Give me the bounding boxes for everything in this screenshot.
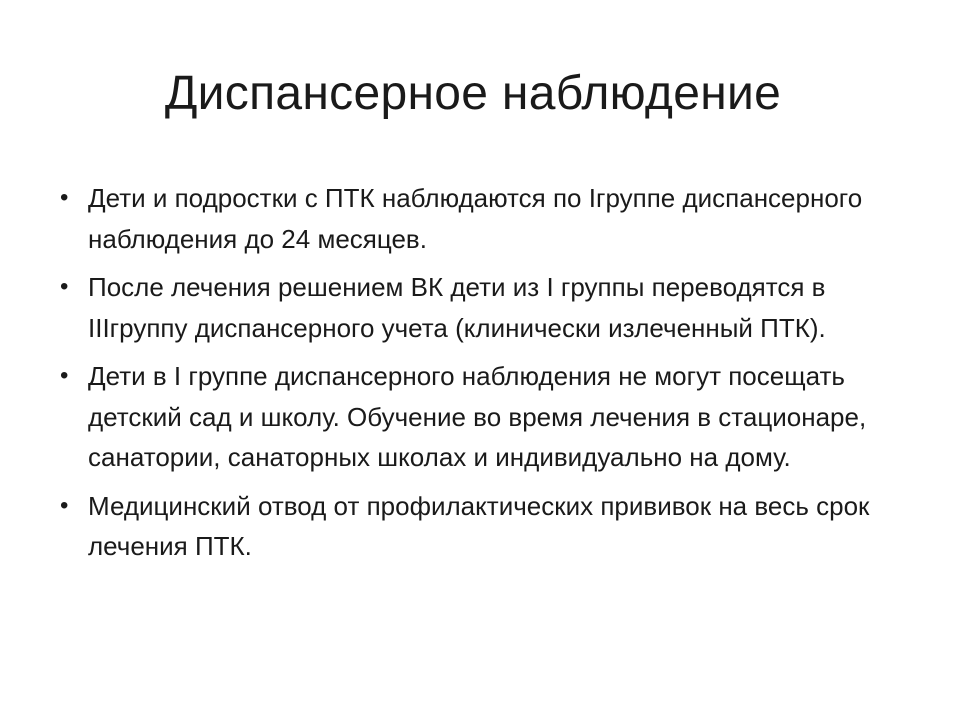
bullet-icon: • <box>60 491 69 519</box>
bullet-item <box>58 178 908 259</box>
bullet-item <box>58 486 908 567</box>
bullet-item <box>58 267 908 348</box>
bullet-text: Медицинский отвод от профилактических прививок на весь срок лечения ПТК. <box>88 490 870 561</box>
bullet-icon: • <box>60 184 69 211</box>
bullet-text: Дети в I группе диспансерного наблюдения не могут посещать детский сад и школу. Обучение во время лечения в стационаре, санатории, санаторных школах и индивидуально на дому. <box>88 361 867 472</box>
slide-title: Диспансерное наблюдение <box>164 67 782 120</box>
bullet-icon: • <box>60 362 69 389</box>
bullet-icon: • <box>60 273 69 300</box>
bullet-list <box>58 178 908 575</box>
bullet-text: Дети и подростки с ПТК наблюдаются по Iгруппе диспансерного наблюдения до 24 месяцев. <box>88 183 863 254</box>
bullet-text: После лечения решением ВК дети из I группы переводятся в IIIгруппу диспансерного учета (клинически излеченный ПТК). <box>88 272 826 343</box>
bullet-item <box>58 356 908 478</box>
